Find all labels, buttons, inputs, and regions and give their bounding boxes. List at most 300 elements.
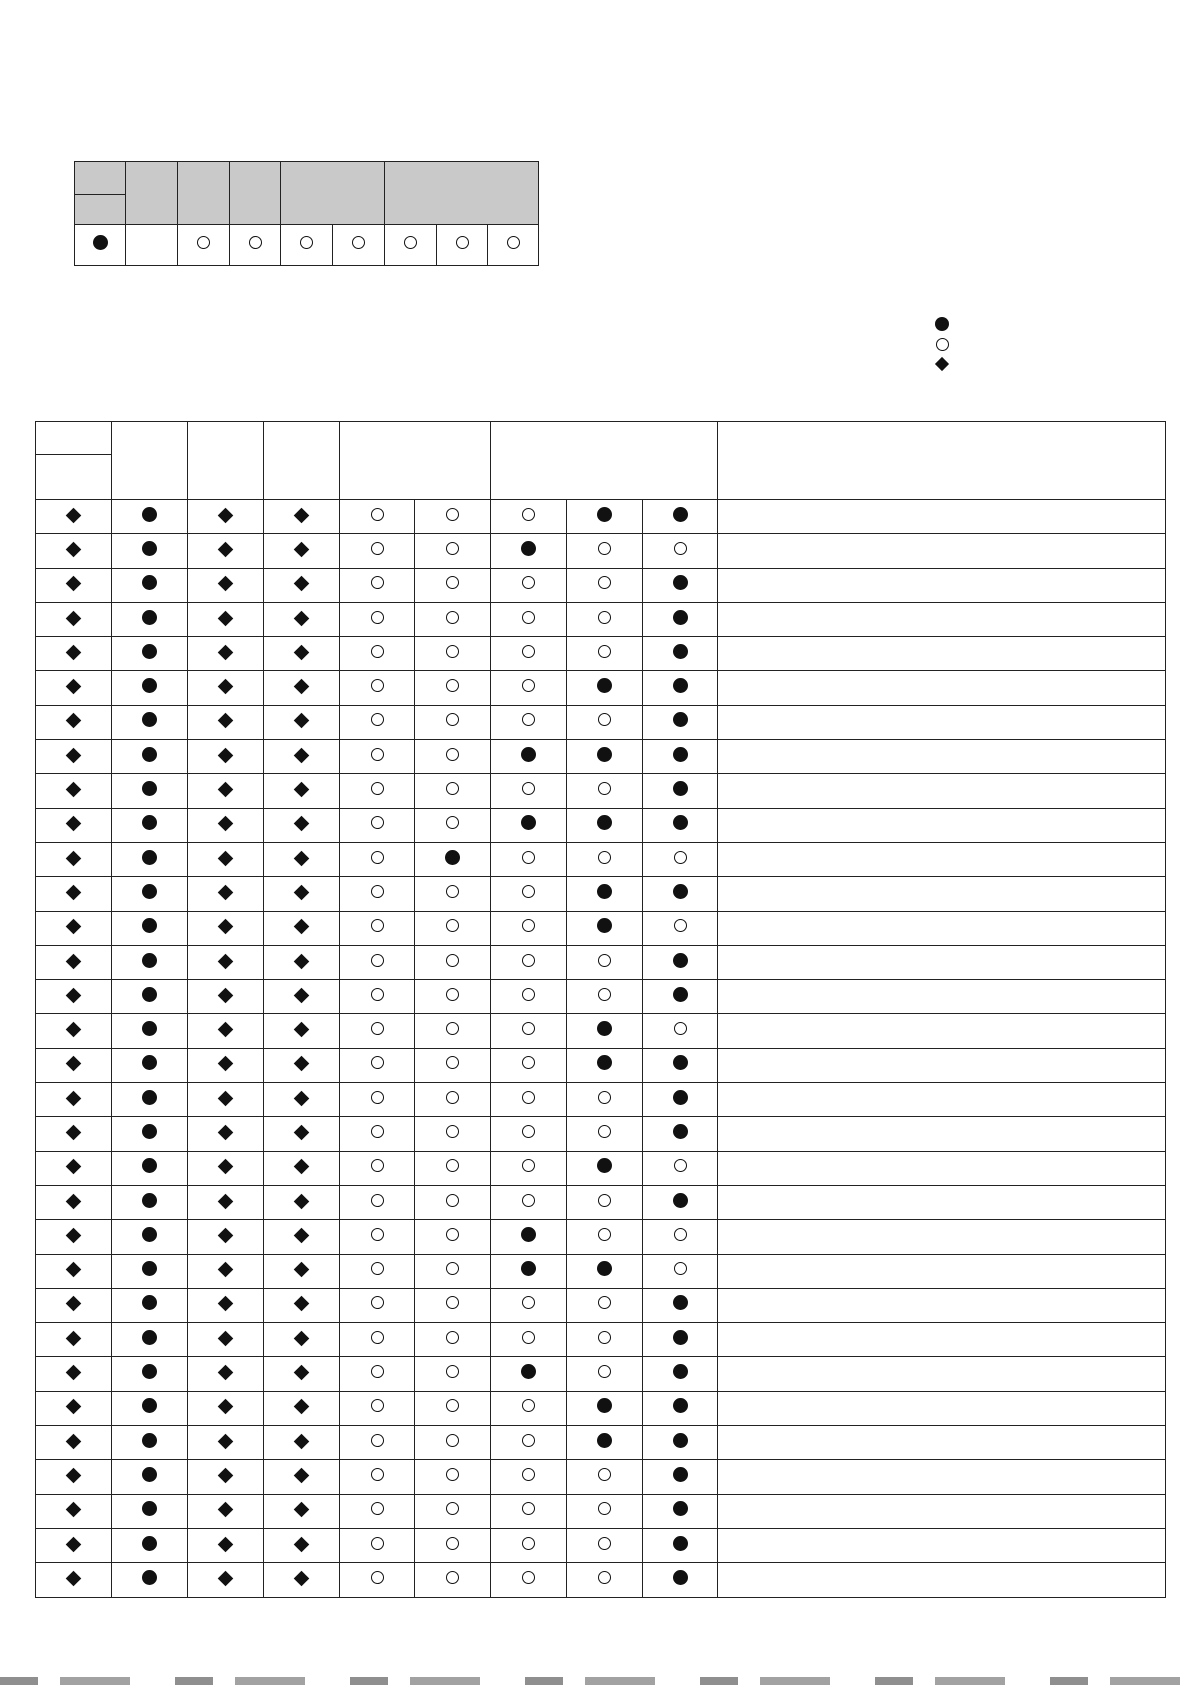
table-cell xyxy=(491,1391,567,1425)
table-cell xyxy=(643,1528,718,1562)
filled-circle-icon xyxy=(673,953,688,968)
table-cell xyxy=(567,945,643,979)
diamond-icon xyxy=(66,1262,82,1278)
open-circle-icon xyxy=(371,919,384,932)
diamond-icon xyxy=(66,1399,82,1415)
main-header-cell xyxy=(718,422,1166,500)
table-cell xyxy=(415,1117,491,1151)
remarks-cell xyxy=(718,740,1166,774)
filled-circle-icon xyxy=(673,712,688,727)
table-cell xyxy=(567,1083,643,1117)
table-cell xyxy=(112,945,188,979)
open-circle-icon xyxy=(522,851,535,864)
open-circle-icon xyxy=(371,1022,384,1035)
diamond-icon xyxy=(294,610,310,626)
table-cell xyxy=(567,1220,643,1254)
table-cell xyxy=(340,534,415,568)
open-circle-icon xyxy=(522,1468,535,1481)
filled-circle-icon xyxy=(142,1193,157,1208)
filled-circle-icon xyxy=(673,1570,688,1585)
open-circle-icon xyxy=(371,1125,384,1138)
diamond-icon xyxy=(294,885,310,901)
open-circle-icon xyxy=(598,782,611,795)
diamond-icon xyxy=(218,1262,234,1278)
table-cell xyxy=(112,500,188,534)
table-cell xyxy=(567,1185,643,1219)
filled-circle-icon xyxy=(142,575,157,590)
table-row xyxy=(36,1151,1166,1185)
filled-circle-icon xyxy=(673,1467,688,1482)
table-cell xyxy=(340,1083,415,1117)
table-cell xyxy=(188,740,264,774)
table-cell xyxy=(415,637,491,671)
summary-header-cell xyxy=(126,162,178,225)
diamond-icon xyxy=(66,1193,82,1209)
table-cell xyxy=(567,1391,643,1425)
table-cell xyxy=(264,1151,340,1185)
diamond-icon xyxy=(294,1262,310,1278)
diamond-icon xyxy=(294,645,310,661)
table-cell xyxy=(264,1014,340,1048)
table-cell xyxy=(264,568,340,602)
open-circle-icon xyxy=(522,1125,535,1138)
table-row xyxy=(36,842,1166,876)
open-circle-icon xyxy=(522,1022,535,1035)
table-cell xyxy=(112,1151,188,1185)
table-cell xyxy=(643,1151,718,1185)
table-cell xyxy=(643,705,718,739)
remarks-cell xyxy=(718,1357,1166,1391)
filled-circle-icon xyxy=(597,1261,612,1276)
table-cell xyxy=(643,1323,718,1357)
diamond-icon xyxy=(218,1296,234,1312)
table-cell xyxy=(264,1220,340,1254)
table-cell xyxy=(264,980,340,1014)
open-circle-icon xyxy=(371,851,384,864)
table-row xyxy=(36,808,1166,842)
table-cell xyxy=(36,534,112,568)
open-circle-icon xyxy=(446,919,459,932)
diamond-icon xyxy=(218,713,234,729)
filled-circle-icon xyxy=(597,507,612,522)
table-cell xyxy=(491,1254,567,1288)
table-cell xyxy=(112,637,188,671)
table-row xyxy=(36,774,1166,808)
diamond-icon xyxy=(294,1433,310,1449)
table-cell xyxy=(567,740,643,774)
open-circle-icon xyxy=(598,1537,611,1550)
table-row xyxy=(36,671,1166,705)
table-cell xyxy=(264,671,340,705)
table-cell xyxy=(491,1357,567,1391)
open-circle-icon xyxy=(371,816,384,829)
open-circle-icon xyxy=(598,1296,611,1309)
filled-circle-icon xyxy=(142,884,157,899)
table-cell xyxy=(340,1494,415,1528)
filled-circle-icon xyxy=(142,1570,157,1585)
table-cell xyxy=(188,808,264,842)
diamond-icon xyxy=(218,1571,234,1587)
table-cell xyxy=(264,1288,340,1322)
diamond-icon xyxy=(66,1571,82,1587)
open-circle-icon xyxy=(446,1056,459,1069)
main-header-cell xyxy=(340,422,491,500)
open-circle-icon xyxy=(446,679,459,692)
filled-circle-icon xyxy=(142,1124,157,1139)
table-cell xyxy=(264,877,340,911)
open-circle-icon xyxy=(522,1159,535,1172)
diamond-icon xyxy=(218,1193,234,1209)
diamond-icon xyxy=(66,713,82,729)
table-cell xyxy=(264,637,340,671)
open-circle-icon xyxy=(446,1434,459,1447)
table-cell xyxy=(567,534,643,568)
table-cell xyxy=(340,568,415,602)
diamond-icon xyxy=(66,747,82,763)
open-circle-icon xyxy=(598,611,611,624)
open-circle-icon xyxy=(598,954,611,967)
open-circle-icon xyxy=(371,1537,384,1550)
table-row xyxy=(36,740,1166,774)
table-cell xyxy=(567,1460,643,1494)
table-cell xyxy=(491,808,567,842)
diamond-icon xyxy=(218,1022,234,1038)
summary-table xyxy=(74,161,539,266)
legend-item xyxy=(930,334,954,354)
table-cell xyxy=(112,1357,188,1391)
open-circle-icon xyxy=(446,1194,459,1207)
main-header-cell xyxy=(36,455,112,500)
open-circle-icon xyxy=(598,576,611,589)
table-cell xyxy=(36,980,112,1014)
open-circle-icon xyxy=(371,1262,384,1275)
remarks-cell xyxy=(718,911,1166,945)
open-circle-icon xyxy=(598,1365,611,1378)
table-cell xyxy=(188,1563,264,1597)
table-cell xyxy=(491,534,567,568)
diamond-icon xyxy=(66,645,82,661)
table-cell xyxy=(188,500,264,534)
table-cell xyxy=(491,945,567,979)
filled-circle-icon xyxy=(142,541,157,556)
diamond-icon xyxy=(294,507,310,523)
diamond-icon xyxy=(218,782,234,798)
table-cell xyxy=(643,1391,718,1425)
table-cell xyxy=(264,1323,340,1357)
table-cell xyxy=(112,1117,188,1151)
open-circle-icon xyxy=(371,1399,384,1412)
filled-circle-icon xyxy=(673,678,688,693)
open-circle-icon xyxy=(371,713,384,726)
filled-circle-icon xyxy=(142,987,157,1002)
table-cell xyxy=(112,740,188,774)
filled-circle-icon xyxy=(935,317,949,331)
remarks-cell xyxy=(718,671,1166,705)
table-row xyxy=(36,1185,1166,1219)
diamond-icon xyxy=(218,1330,234,1346)
open-circle-icon xyxy=(371,645,384,658)
diamond-icon xyxy=(218,1365,234,1381)
filled-circle-icon xyxy=(142,1295,157,1310)
table-cell xyxy=(112,1288,188,1322)
table-cell xyxy=(264,1563,340,1597)
open-circle-icon xyxy=(446,1468,459,1481)
table-cell xyxy=(112,602,188,636)
table-row xyxy=(36,1357,1166,1391)
table-cell xyxy=(415,705,491,739)
open-circle-icon xyxy=(522,576,535,589)
table-cell xyxy=(491,671,567,705)
table-row xyxy=(36,980,1166,1014)
filled-circle-icon xyxy=(142,507,157,522)
open-circle-icon xyxy=(522,645,535,658)
open-circle-icon xyxy=(598,1331,611,1344)
table-cell xyxy=(36,1494,112,1528)
open-circle-icon xyxy=(446,1365,459,1378)
table-cell xyxy=(112,705,188,739)
table-cell xyxy=(264,740,340,774)
open-circle-icon xyxy=(522,1091,535,1104)
table-row xyxy=(36,1048,1166,1082)
table-cell xyxy=(491,774,567,808)
remarks-cell xyxy=(718,1391,1166,1425)
diamond-icon xyxy=(218,1159,234,1175)
table-row xyxy=(36,945,1166,979)
table-cell xyxy=(340,1220,415,1254)
table-cell xyxy=(567,671,643,705)
table-cell xyxy=(567,1048,643,1082)
table-cell xyxy=(112,671,188,705)
table-cell xyxy=(491,1528,567,1562)
diamond-icon xyxy=(218,850,234,866)
table-cell xyxy=(188,1391,264,1425)
table-cell xyxy=(112,1528,188,1562)
filled-circle-icon xyxy=(142,1055,157,1070)
table-cell xyxy=(643,1117,718,1151)
table-cell xyxy=(415,877,491,911)
table-cell xyxy=(415,1528,491,1562)
open-circle-icon xyxy=(598,1091,611,1104)
diamond-icon xyxy=(66,542,82,558)
filled-circle-icon xyxy=(673,1330,688,1345)
diamond-icon xyxy=(218,1056,234,1072)
filled-circle-icon xyxy=(673,1364,688,1379)
diamond-icon xyxy=(218,1090,234,1106)
table-cell xyxy=(643,1460,718,1494)
diamond-icon xyxy=(294,919,310,935)
table-cell xyxy=(415,740,491,774)
table-cell xyxy=(188,1254,264,1288)
diamond-icon xyxy=(218,1502,234,1518)
open-circle-icon xyxy=(352,236,365,249)
filled-circle-icon xyxy=(673,1055,688,1070)
diamond-icon xyxy=(294,816,310,832)
open-circle-icon xyxy=(371,1365,384,1378)
open-circle-icon xyxy=(446,645,459,658)
open-circle-icon xyxy=(249,236,262,249)
table-cell xyxy=(415,774,491,808)
open-circle-icon xyxy=(446,1262,459,1275)
table-cell xyxy=(340,808,415,842)
table-cell xyxy=(264,500,340,534)
remarks-cell xyxy=(718,534,1166,568)
table-cell xyxy=(188,911,264,945)
diamond-icon xyxy=(218,1433,234,1449)
table-cell xyxy=(643,980,718,1014)
filled-circle-icon xyxy=(521,1364,536,1379)
filled-circle-icon xyxy=(142,1227,157,1242)
open-circle-icon xyxy=(598,1194,611,1207)
table-row xyxy=(36,1391,1166,1425)
filled-circle-icon xyxy=(142,850,157,865)
open-circle-icon xyxy=(371,1571,384,1584)
remarks-cell xyxy=(718,1323,1166,1357)
filled-circle-icon xyxy=(142,1398,157,1413)
table-cell xyxy=(188,1083,264,1117)
open-circle-icon xyxy=(446,508,459,521)
table-cell xyxy=(567,1357,643,1391)
filled-circle-icon xyxy=(673,1090,688,1105)
table-cell xyxy=(188,842,264,876)
open-circle-icon xyxy=(371,1159,384,1172)
filled-circle-icon xyxy=(597,678,612,693)
open-circle-icon xyxy=(371,542,384,555)
table-cell xyxy=(188,534,264,568)
filled-circle-icon xyxy=(142,918,157,933)
diamond-icon xyxy=(294,1090,310,1106)
remarks-cell xyxy=(718,500,1166,534)
table-cell xyxy=(567,980,643,1014)
table-cell xyxy=(112,911,188,945)
filled-circle-icon xyxy=(673,1295,688,1310)
table-cell xyxy=(491,911,567,945)
table-cell xyxy=(415,534,491,568)
open-circle-icon xyxy=(371,885,384,898)
open-circle-icon xyxy=(446,782,459,795)
summary-header-cell xyxy=(75,162,126,195)
table-cell xyxy=(415,1357,491,1391)
table-cell xyxy=(567,911,643,945)
main-header-cell xyxy=(36,422,112,455)
diamond-icon xyxy=(218,747,234,763)
open-circle-icon xyxy=(598,988,611,1001)
remarks-cell xyxy=(718,1117,1166,1151)
table-cell xyxy=(415,1185,491,1219)
table-cell xyxy=(415,602,491,636)
open-circle-icon xyxy=(674,1262,687,1275)
table-cell xyxy=(491,637,567,671)
table-cell xyxy=(188,1528,264,1562)
table-cell xyxy=(491,705,567,739)
open-circle-icon xyxy=(446,1091,459,1104)
filled-circle-icon xyxy=(673,884,688,899)
diamond-icon xyxy=(294,953,310,969)
open-circle-icon xyxy=(522,885,535,898)
table-cell xyxy=(340,1323,415,1357)
main-header-cell xyxy=(188,422,264,500)
open-circle-icon xyxy=(522,1296,535,1309)
diamond-icon xyxy=(66,1468,82,1484)
filled-circle-icon xyxy=(673,610,688,625)
table-cell xyxy=(491,740,567,774)
remarks-cell xyxy=(718,568,1166,602)
table-cell xyxy=(264,1083,340,1117)
table-cell xyxy=(264,774,340,808)
diamond-icon xyxy=(218,1399,234,1415)
summary-header-cell xyxy=(281,162,385,225)
table-cell xyxy=(36,1254,112,1288)
table-cell xyxy=(643,671,718,705)
filled-circle-icon xyxy=(597,747,612,762)
table-cell xyxy=(188,1185,264,1219)
table-cell xyxy=(36,1357,112,1391)
diamond-icon xyxy=(218,679,234,695)
open-circle-icon xyxy=(522,508,535,521)
open-circle-icon xyxy=(446,1399,459,1412)
diamond-icon xyxy=(294,1468,310,1484)
diamond-icon xyxy=(66,1159,82,1175)
open-circle-icon xyxy=(598,645,611,658)
table-cell xyxy=(567,1494,643,1528)
table-cell xyxy=(264,842,340,876)
open-circle-icon xyxy=(507,236,520,249)
table-cell xyxy=(36,1048,112,1082)
filled-circle-icon xyxy=(673,575,688,590)
diamond-icon xyxy=(294,713,310,729)
diamond-icon xyxy=(66,816,82,832)
open-circle-icon xyxy=(522,611,535,624)
table-cell xyxy=(340,1117,415,1151)
table-row xyxy=(36,1083,1166,1117)
open-circle-icon xyxy=(446,1228,459,1241)
table-cell xyxy=(36,637,112,671)
table-cell xyxy=(112,1426,188,1460)
table-cell xyxy=(415,842,491,876)
table-cell xyxy=(264,1426,340,1460)
summary-value-cell xyxy=(437,225,488,266)
remarks-cell xyxy=(718,877,1166,911)
legend-item xyxy=(930,354,954,374)
summary-value-cell xyxy=(385,225,437,266)
open-circle-icon xyxy=(446,816,459,829)
filled-circle-icon xyxy=(142,712,157,727)
table-cell xyxy=(491,1220,567,1254)
table-cell xyxy=(112,877,188,911)
table-cell xyxy=(340,1288,415,1322)
diamond-icon xyxy=(294,988,310,1004)
filled-circle-icon xyxy=(142,644,157,659)
diamond-icon xyxy=(218,1468,234,1484)
table-cell xyxy=(491,980,567,1014)
open-circle-icon xyxy=(446,885,459,898)
table-cell xyxy=(567,1288,643,1322)
diamond-icon xyxy=(294,782,310,798)
symbol-legend xyxy=(930,314,954,374)
open-circle-icon xyxy=(522,919,535,932)
filled-circle-icon xyxy=(142,781,157,796)
table-cell xyxy=(643,1254,718,1288)
table-row xyxy=(36,602,1166,636)
table-cell xyxy=(567,637,643,671)
filled-circle-icon xyxy=(142,1021,157,1036)
table-cell xyxy=(188,602,264,636)
open-circle-icon xyxy=(522,1331,535,1344)
table-cell xyxy=(567,1563,643,1597)
remarks-cell xyxy=(718,808,1166,842)
table-cell xyxy=(188,945,264,979)
diamond-icon xyxy=(66,988,82,1004)
legend-item xyxy=(930,314,954,334)
